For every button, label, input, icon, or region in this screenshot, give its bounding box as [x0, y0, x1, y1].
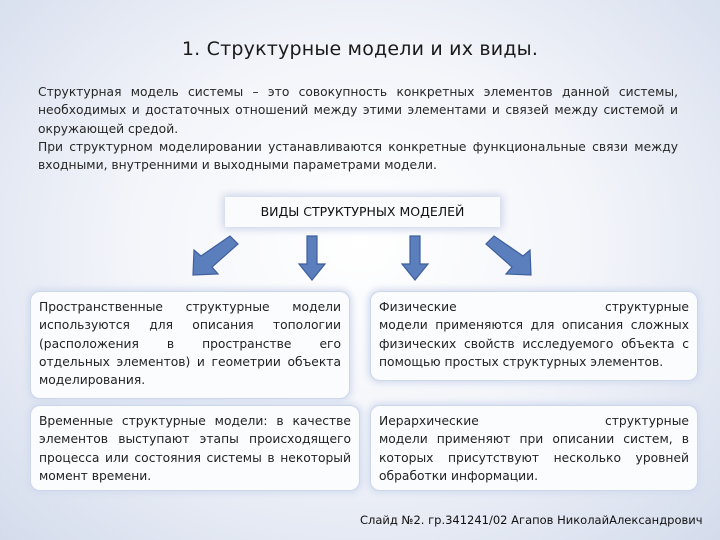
card-hierarchical-first-word: Иерархические: [379, 414, 479, 428]
card-hierarchical-lead: [379, 412, 689, 430]
card-temporal-text: Временные структурные модели: в качестве элементов выступают этапы происходящего процесса или состояния системы в некоторый момент времени.: [39, 414, 351, 483]
card-hierarchical-second-word: структурные: [605, 414, 689, 428]
slide-title: 1. Структурные модели и их виды.: [181, 38, 539, 60]
arrow-down-right-icon: [484, 234, 534, 278]
card-physical-models: [370, 291, 698, 381]
card-physical-second-word: структурные: [605, 300, 689, 314]
intro-text: [38, 83, 678, 174]
arrow-down-icon-1: [297, 234, 327, 282]
card-spatial-text: Пространственные структурные модели используются для описания топологии (расположения в пространстве его отдельных элементов) и геометрии объекта моделирования.: [39, 300, 341, 388]
card-physical-first-word: Физические: [379, 300, 457, 314]
card-spatial-models: [30, 291, 350, 399]
arrow-down-left-icon: [190, 234, 240, 278]
card-hierarchical-models: [370, 405, 698, 491]
intro-paragraph-2: При структурном моделировании устанавливаются конкретные функциональные связи между входными, внутренними и выходными параметрами модели.: [38, 139, 678, 173]
footer-credit: Слайд №2. гр.341241/02 Агапов НиколайАлександрович: [360, 513, 703, 527]
types-header: ВИДЫ СТРУКТУРНЫХ МОДЕЛЕЙ: [225, 197, 500, 227]
card-hierarchical-text: модели применяют при описании систем, в которых присутствуют несколько уровней обработки информации.: [379, 432, 689, 483]
card-physical-text: модели применяются для описания сложных физических свойств исследуемого объекта с помощью простых структурных элементов.: [379, 318, 689, 369]
arrow-down-icon-2: [400, 234, 430, 282]
card-physical-lead: [379, 298, 689, 316]
card-temporal-models: [30, 405, 360, 491]
intro-paragraph-1: Структурная модель системы – это совокупность конкретных элементов данной системы, необходимых и достаточных отношений между этими элементами и связей между системой и окружающей средой.: [38, 85, 678, 136]
